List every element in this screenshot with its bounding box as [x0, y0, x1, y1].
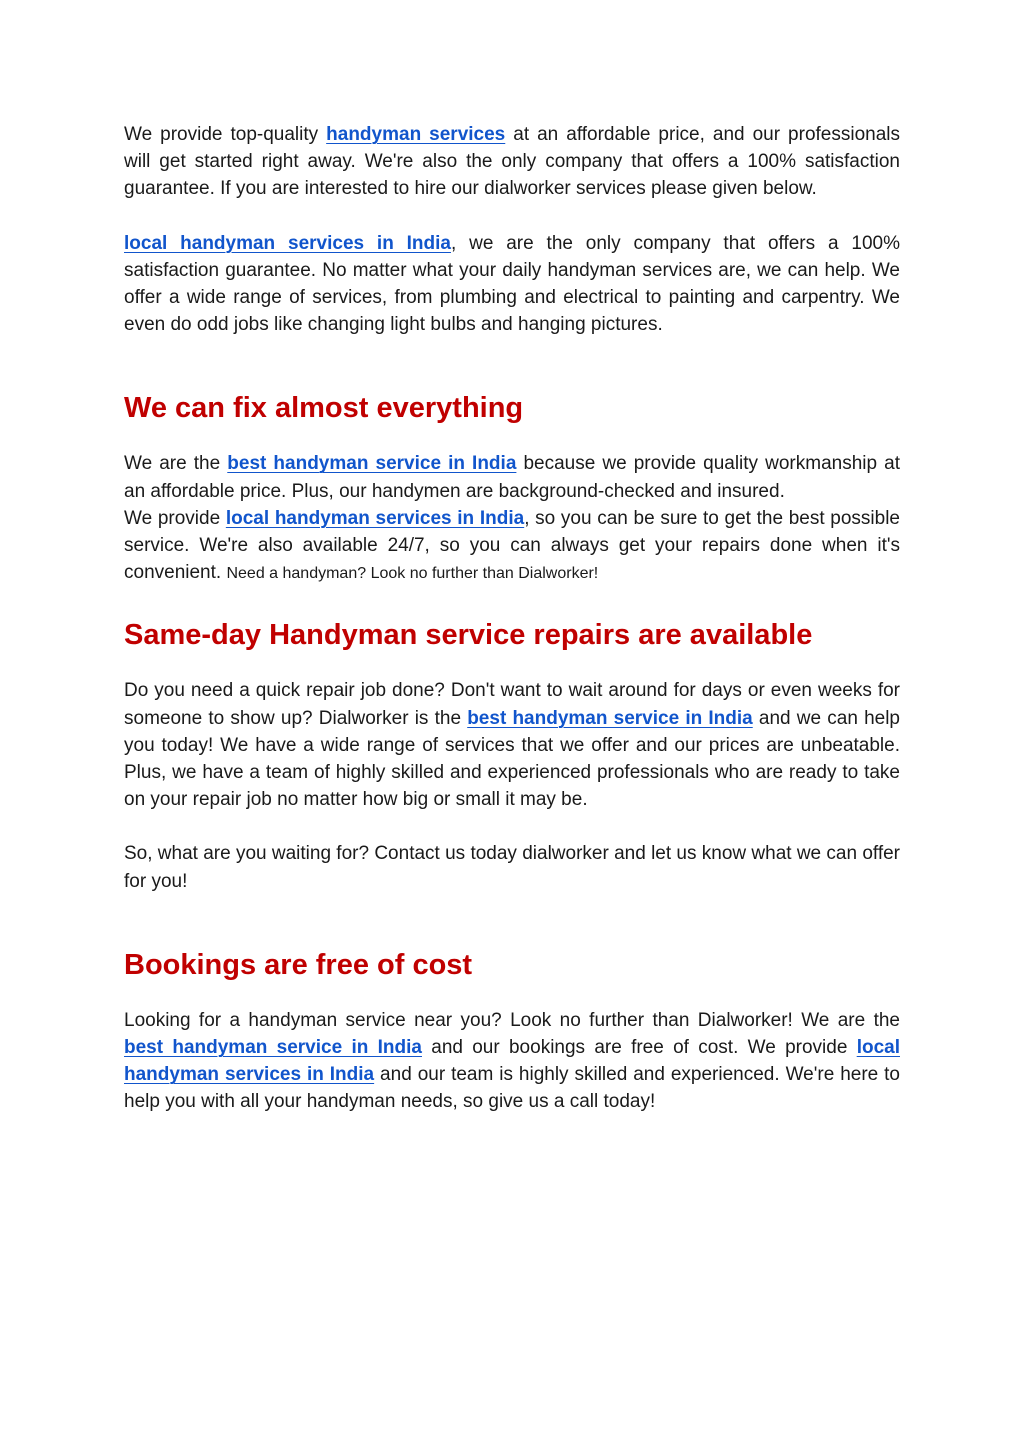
best-handyman-service-link[interactable]: best handyman service in India: [124, 1037, 422, 1059]
local-handyman-services-link[interactable]: local handyman services in India: [225, 507, 525, 529]
section-heading-bookings: Bookings are free of cost: [124, 948, 473, 981]
document-page: [124, 121, 900, 1116]
fix-text-after: because we provide quality workmanship at an affordable price. Plus, our handymen are background-checked and insured.: [124, 453, 900, 502]
provide-text-before: We provide: [124, 507, 226, 529]
local-handyman-services-link[interactable]: local handyman services in India: [124, 232, 451, 254]
bookings-text-before: Looking for a handyman service near you? Look no further than Dialworker! We are the: [124, 1009, 900, 1031]
local-handyman-services-link[interactable]: local handyman services in India: [124, 1037, 900, 1086]
local-provide-paragraph: [124, 505, 900, 588]
local-services-paragraph: [124, 230, 900, 339]
local-services-text: , we are the only company that offers a 100% satisfaction guarantee. No matter what your daily handyman services are, we can help. We offer a wide range of services, from plumbing and electrical to painting and carpentry. We even do odd jobs like changing light bulbs and hanging pictures.: [124, 232, 900, 336]
need-handyman-note: Need a handyman? Look no further than Dialworker!: [226, 565, 599, 583]
section-heading-same-day: Same-day Handyman service repairs are available: [124, 619, 813, 652]
best-handyman-service-link[interactable]: best handyman service in India: [467, 707, 753, 729]
intro-text-after: at an affordable price, and our professionals will get started right away. We're also the only company that offers a 100% satisfaction guarantee. If you are interested to hire our dialworker services please given below.: [124, 124, 901, 200]
same-day-paragraph: [124, 677, 900, 813]
fix-text-before: We are the: [124, 453, 228, 475]
handyman-services-link[interactable]: handyman services: [326, 124, 506, 145]
bookings-text-middle: and our bookings are free of cost. We provide: [421, 1037, 857, 1059]
bookings-paragraph: [124, 1007, 900, 1116]
same-day-text-after: and we can help you today! We have a wide range of services that we offer and our prices are unbeatable. Plus, we have a team of highly skilled and experienced professionals who are ready to take on your repair job no matter how big or small it may be.: [124, 707, 900, 811]
contact-paragraph: So, what are you waiting for? Contact us today dialworker and let us know what we can offer for you!: [124, 843, 900, 892]
fix-everything-paragraph: [124, 450, 900, 504]
intro-text-before: We provide top-quality: [124, 124, 327, 145]
section-heading-fix-everything: We can fix almost everything: [124, 392, 524, 425]
intro-paragraph: [124, 121, 900, 203]
provide-text-after: , so you can be sure to get the best possible service. We're also available 24/7, so you can always get your repairs done when it's convenient.: [124, 507, 901, 584]
best-handyman-service-link[interactable]: best handyman service in India: [227, 453, 517, 475]
bookings-text-after: and our team is highly skilled and experienced. We're here to help you with all your handyman needs, so give us a call today!: [124, 1064, 900, 1113]
same-day-text-before: Do you need a quick repair job done? Don't want to wait around for days or even weeks for someone to show up? Dialworker is the: [124, 680, 900, 729]
